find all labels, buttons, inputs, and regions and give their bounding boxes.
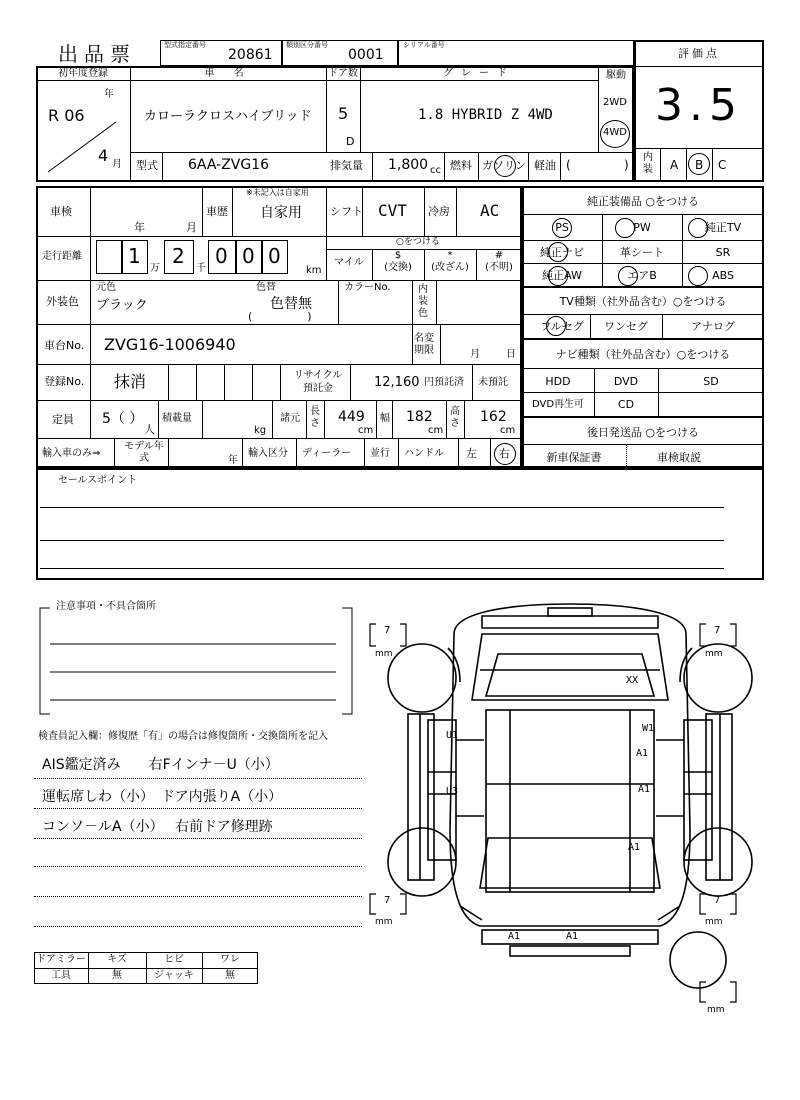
history-note: ※未記入は自家用: [246, 188, 309, 197]
capacity-value: 5（ ）: [102, 411, 144, 427]
small-table-c4: 無: [225, 970, 235, 981]
equip-sr: SR: [715, 246, 731, 259]
small-table-h2: キズ: [107, 954, 127, 965]
small-table-h3: ヒビ: [164, 954, 184, 965]
equip-airbag: エアB: [627, 269, 657, 282]
height-unit: cm: [500, 425, 516, 436]
tread-spare-unit: mm: [707, 1005, 725, 1015]
mileage-digit-3: 0: [215, 244, 228, 268]
reg-year-unit: 年: [104, 89, 114, 100]
repaint-paren: ( ): [248, 310, 312, 323]
shaken-year-unit: 年: [134, 221, 145, 234]
mileage-km-unit: km: [306, 265, 322, 276]
height-value: 162: [480, 409, 507, 425]
sales-point-block: [36, 468, 764, 580]
odo-unknown: (不明): [485, 262, 513, 273]
mileage-man-unit: 万: [150, 263, 160, 274]
car-name-value: カローラクロスハイブリッド: [144, 109, 312, 124]
nav-hdd: HDD: [545, 375, 571, 388]
import-label: 輸入車のみ⇒: [42, 448, 101, 459]
mileage-digit-1: 1: [128, 244, 141, 268]
name-period-day: 日: [506, 349, 516, 360]
dims-label: 諸元: [280, 413, 300, 424]
interior-grade-a: A: [670, 158, 679, 172]
tread-rr-unit: mm: [705, 917, 723, 927]
handle-right: 右: [499, 447, 510, 460]
fuel-paren-close: ): [624, 158, 629, 172]
doors-suffix: D: [346, 135, 355, 148]
handle-left: 左: [466, 447, 477, 460]
later-manual: 車検取説: [657, 451, 701, 464]
length-value: 449: [338, 409, 365, 425]
equip-leather: 革シート: [620, 246, 664, 259]
tread-fl-unit: mm: [375, 649, 393, 659]
mileage-sen-unit: 千: [196, 263, 206, 274]
small-table-c1: 工具: [51, 970, 71, 981]
width-value: 182: [406, 409, 433, 425]
car-name-label: 車 名: [204, 68, 252, 79]
type-spec-value: 20861: [228, 47, 273, 63]
handle-label: ハンドル: [404, 448, 444, 459]
mark-w1: W1: [642, 723, 655, 734]
length-unit: cm: [358, 425, 374, 436]
recycle-value: 12,160: [374, 375, 420, 390]
width-label: 幅: [380, 413, 390, 424]
mile-label: マイル: [334, 257, 364, 268]
odo-unknown-sym: #: [494, 250, 504, 261]
equip-ps: PS: [555, 221, 569, 234]
ac-label: 冷房: [428, 205, 450, 218]
doors-label: ドア数: [328, 68, 358, 79]
interior-grade-label: 内装: [643, 152, 653, 175]
small-table-h1: ドアミラー: [36, 954, 86, 965]
nav-title: ナビ種類（社外品含む）○をつける: [555, 348, 731, 361]
dealer-label: ディーラー: [302, 448, 352, 459]
load-label: 積載量: [162, 413, 192, 424]
fuel-diesel: 軽油: [534, 159, 556, 172]
drive-4wd-circle: [600, 120, 630, 148]
reg-month-unit: 月: [112, 159, 122, 170]
interior-grade-b: B: [695, 158, 704, 172]
fuel-gasoline-circle: [494, 155, 516, 177]
tv-fullseg: フルセグ: [540, 320, 584, 333]
note-line-3: コンソ－ルA（小） 右前ドア修理跡: [42, 819, 273, 835]
mark-u3: U3: [446, 786, 459, 797]
repaint-label: 色替: [256, 282, 276, 293]
sales-point-label: セールスポイント: [58, 475, 138, 486]
odo-exchange: (交換): [384, 262, 412, 273]
name-period-month: 月: [470, 349, 480, 360]
original-color-label: 元色: [96, 282, 116, 293]
shift-label: シフト: [330, 205, 363, 218]
displacement-value: 1,800: [388, 157, 429, 173]
form-title: 出品票: [58, 42, 136, 66]
history-value: 自家用: [260, 205, 302, 221]
recycle-unit: 円預託済: [424, 377, 464, 388]
tread-rr-value: 7: [714, 895, 721, 906]
equip-pw: PW: [633, 221, 651, 234]
reg-no-label: 登録No.: [44, 375, 85, 388]
fuel-label: 燃料: [450, 159, 472, 172]
displacement-unit: cc: [430, 165, 441, 176]
mark-xx: XX: [626, 675, 639, 686]
shift-value: CVT: [378, 201, 407, 220]
nav-cd: CD: [617, 398, 635, 411]
reg-month-value: 4: [98, 146, 109, 165]
mileage-label: 走行距離: [42, 251, 82, 262]
load-unit: kg: [254, 425, 267, 436]
recycle-pending: 未預託: [478, 377, 508, 388]
drive-4wd: 4WD: [603, 127, 627, 138]
odo-circle-note: ○をつける: [396, 237, 440, 247]
note-line-1: AIS鑑定済み 右Fインナ－U（小）: [42, 757, 279, 773]
reg-no-value: 抹消: [114, 372, 147, 391]
nav-sd: SD: [703, 375, 719, 388]
ac-value: AC: [480, 201, 500, 220]
equip-abs: ABS: [712, 269, 734, 282]
interior-color-label: 内装色: [418, 284, 428, 319]
interior-b-circle: [688, 153, 710, 175]
tv-oneseg: ワンセグ: [604, 320, 648, 333]
tread-rl-value: 7: [384, 895, 391, 906]
shaken-month-unit: 月: [186, 221, 197, 234]
mark-a1-door: A1: [636, 748, 649, 759]
nav-dvd: DVD: [613, 375, 639, 388]
tread-rl-unit: mm: [375, 917, 393, 927]
score-label: 評価点: [678, 47, 720, 60]
repaint-value: 色替無: [270, 296, 312, 312]
capacity-label: 定員: [52, 413, 74, 426]
chassis-value: ZVG16-1006940: [104, 335, 236, 354]
mark-a1-rear-fender: A1: [628, 842, 641, 853]
mark-a1-bumper-right: A1: [566, 931, 579, 942]
drive-label: 駆動: [606, 70, 626, 81]
later-warranty: 新車保証書: [546, 451, 602, 464]
import-type-label: 輸入区分: [248, 448, 288, 459]
recycle-label: リサイクル預託金: [293, 370, 343, 394]
interior-grade-c: C: [718, 158, 727, 172]
height-label: 高さ: [450, 406, 460, 429]
odo-exchange-sym: $: [394, 250, 402, 261]
model-label: 型式: [136, 159, 158, 172]
tv-title: TV種類（社外品含む）○をつける: [559, 295, 727, 308]
mark-u1: U1: [446, 730, 459, 741]
width-unit: cm: [428, 425, 444, 436]
tread-fl-value: 7: [384, 625, 391, 636]
grade-label: グレード: [443, 68, 515, 79]
tread-fr-unit: mm: [705, 649, 723, 659]
mileage-digit-2: 2: [172, 244, 185, 268]
model-year-unit: 年: [228, 455, 238, 466]
type-spec-label: 型式指定番号: [164, 41, 206, 49]
first-reg-label: 初年度登録: [58, 68, 108, 79]
shaken-label: 車検: [50, 205, 72, 218]
handle-right-circle: [494, 443, 516, 465]
doors-value: 5: [338, 104, 349, 123]
category-value: 0001: [348, 47, 384, 63]
equipment-title: 純正装備品 ○をつける: [586, 195, 700, 208]
small-table-c3: ジャッキ: [154, 970, 194, 981]
mileage-digit-4: 0: [242, 244, 255, 268]
fuel-paren-open: (: [566, 158, 571, 172]
mark-a1-bumper-left: A1: [508, 931, 521, 942]
small-table-h4: ワレ: [220, 954, 240, 965]
score-value: 3.5: [655, 80, 743, 131]
color-no-label: カラーNo.: [344, 282, 391, 293]
drive-2wd: 2WD: [603, 97, 627, 108]
category-label: 類別区分番号: [286, 41, 328, 49]
model-year-label: モデル年式: [124, 441, 164, 464]
tv-analog: アナログ: [691, 320, 735, 333]
capacity-unit: 人: [144, 423, 155, 436]
grade-value: 1.8 HYBRID Z 4WD: [418, 107, 553, 123]
original-color-value: ブラック: [96, 298, 148, 313]
serial-label: シリアル番号: [403, 41, 445, 49]
equip-aw: 純正AW: [542, 269, 582, 282]
mileage-digit-5: 0: [268, 244, 281, 268]
fuel-gasoline: ガソリン: [482, 159, 526, 172]
history-label: 車歴: [206, 205, 228, 218]
odo-tamper: (改ざん): [431, 262, 469, 273]
small-table-c2: 無: [112, 970, 122, 981]
later-title: 後日発送品 ○をつける: [586, 426, 700, 439]
nav-dvd-play: DVD再生可: [531, 399, 585, 410]
caution-title: 注意事項・不具合箇所: [56, 601, 156, 612]
displacement-label: 排気量: [330, 159, 363, 172]
tread-fr-value: 7: [714, 625, 721, 636]
odo-tamper-sym: *: [447, 250, 453, 261]
length-label: 長さ: [310, 406, 320, 429]
inspector-label: 検査員記入欄：修復歴「有」の場合は修復箇所・交換箇所を記入: [38, 731, 328, 742]
exterior-label: 外装色: [46, 295, 79, 308]
equip-navi: 純正ナビ: [540, 246, 584, 259]
name-period-label: 名変期限: [414, 333, 434, 356]
chassis-label: 車台No.: [44, 339, 85, 352]
mark-a1-rear-door: A1: [638, 784, 651, 795]
equip-tv: 純正TV: [704, 221, 742, 234]
model-value: 6AA-ZVG16: [188, 157, 270, 173]
note-line-2: 運転席しわ（小） ドア内張りA（小）: [42, 789, 283, 805]
reg-era: R 06: [48, 106, 85, 125]
parallel-label: 並行: [370, 448, 390, 459]
